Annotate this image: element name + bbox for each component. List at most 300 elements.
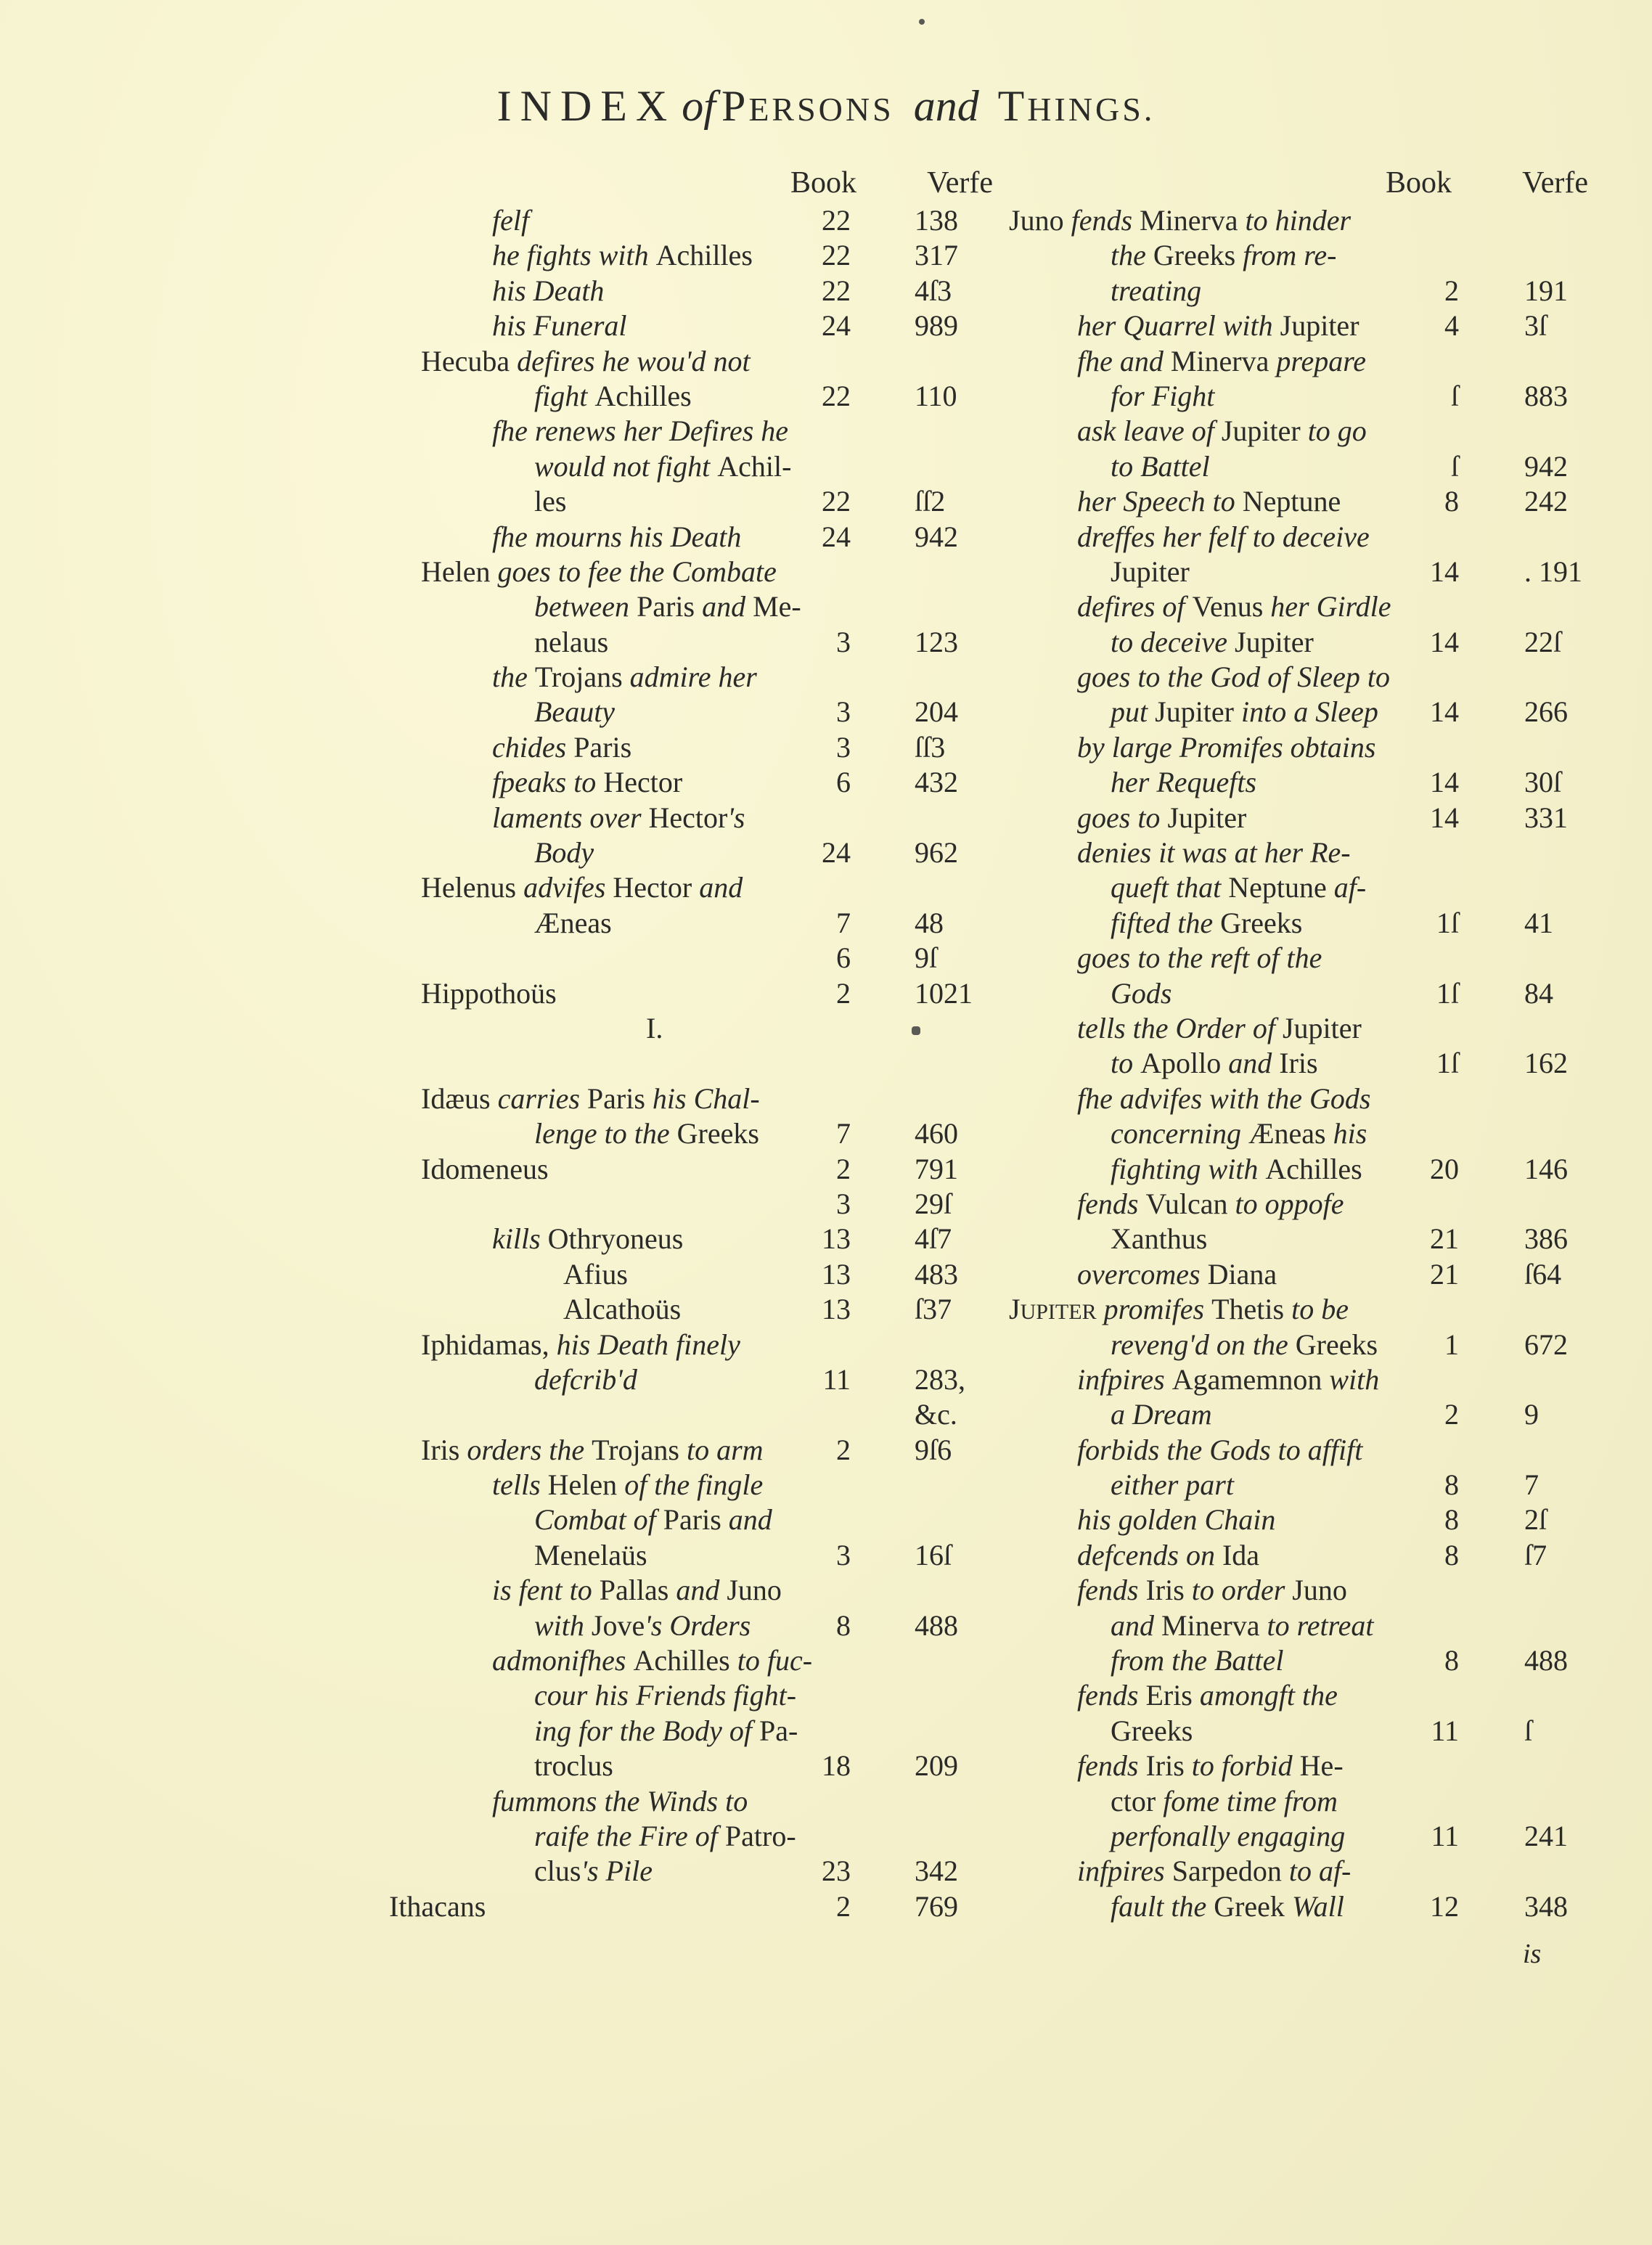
entry-text-segment: fight [534, 379, 595, 412]
entry-text-segment: a Dream [1111, 1398, 1212, 1431]
entry-text-segment: Achil- [717, 449, 792, 483]
entry-text-segment: defires of [1077, 590, 1193, 623]
index-entry-row [1002, 1187, 1582, 1222]
entry-text [563, 1292, 681, 1327]
index-entry-row [406, 1538, 987, 1573]
entry-text-segment: Hector [603, 766, 683, 799]
entry-text [534, 1608, 751, 1643]
book-number: 24 [822, 520, 851, 553]
verse-number: 4ſ7 [915, 1222, 952, 1256]
verse-number: 342 [915, 1855, 958, 1888]
entry-text-segment: Me- [753, 590, 801, 623]
verse-number: ſ64 [1524, 1257, 1562, 1291]
book-number: 3 [836, 1538, 851, 1571]
entry-text-segment: of the fingle [624, 1468, 764, 1502]
book-number: 4 [1444, 309, 1459, 343]
verse-number: 123 [915, 625, 958, 658]
verse-number: 386 [1524, 1222, 1568, 1256]
index-entry-row [1002, 730, 1582, 765]
entry-text [534, 1714, 798, 1749]
book-number: 2 [836, 1433, 851, 1466]
entry-text-segment: fhe and [1077, 344, 1171, 377]
verse-number: 162 [1524, 1047, 1568, 1080]
entry-text-segment: He- [1299, 1749, 1344, 1783]
verse-number: 460 [915, 1117, 958, 1150]
entry-text [421, 1328, 740, 1362]
book-number: 1 [1444, 1328, 1459, 1361]
entry-text-segment: Body [534, 836, 594, 870]
index-entry-row [1002, 625, 1582, 660]
verse-number: 989 [915, 309, 958, 343]
verse-number: 241 [1524, 1819, 1568, 1852]
book-number: 2 [836, 1152, 851, 1185]
book-heading: Book [790, 166, 856, 200]
verse-number: 432 [915, 766, 958, 799]
entry-text [534, 1749, 613, 1783]
entry-text-segment: Achilles [633, 1644, 737, 1677]
entry-text [1077, 1749, 1344, 1783]
index-entry-row [406, 695, 987, 729]
index-entry-row [1002, 555, 1582, 589]
entry-text [421, 976, 557, 1011]
entry-text-segment: Iris [1145, 1574, 1192, 1607]
entry-text-segment: Iris [421, 1433, 467, 1466]
entry-text-segment: Combat of [534, 1503, 663, 1537]
entry-text [1009, 1292, 1349, 1330]
entry-text-segment: goes to fee the Combate [497, 555, 777, 588]
entry-text-segment: Greeks [1295, 1328, 1378, 1361]
entry-text-segment: fends [1077, 1679, 1146, 1712]
index-entry-row [406, 1046, 987, 1081]
verse-number: 791 [915, 1152, 958, 1185]
book-number: 22 [822, 239, 851, 272]
entry-text [1111, 1714, 1193, 1749]
index-entry-row [1002, 870, 1582, 905]
verse-number: 942 [915, 520, 958, 553]
verse-number: 41 [1524, 906, 1553, 939]
entry-text-segment: to retreat [1267, 1608, 1374, 1642]
entry-text-segment: Iris [1145, 1749, 1192, 1783]
entry-text-segment: promifes [1096, 1293, 1212, 1326]
entry-text [1111, 1222, 1207, 1256]
verse-number: 942 [1524, 449, 1568, 483]
index-entry-row [1002, 414, 1582, 449]
index-entry-row [406, 1608, 987, 1643]
title-of: of [682, 82, 716, 130]
entry-text-segment: infpires [1077, 1855, 1172, 1888]
index-entry-row [406, 730, 987, 765]
entry-text [1077, 1573, 1347, 1608]
entry-text-segment: and [1228, 1047, 1280, 1080]
entry-text [492, 801, 745, 835]
entry-text [534, 1819, 796, 1854]
index-entry-row [1002, 1608, 1582, 1643]
index-entry-row [406, 238, 987, 273]
entry-text-segment: Jupiter [1280, 309, 1359, 343]
index-entry-row [1002, 1714, 1582, 1749]
entry-text-segment: to be [1291, 1293, 1349, 1326]
entry-text-segment: reveng'd on the [1111, 1328, 1296, 1361]
book-number: 11 [822, 1362, 851, 1396]
entry-text [1077, 1362, 1379, 1397]
entry-text-segment: Vulcan [1145, 1187, 1235, 1220]
verse-number: 48 [915, 906, 944, 939]
book-number: 11 [1431, 1714, 1459, 1747]
verse-number: 331 [1524, 801, 1568, 834]
entry-text-segment: perfonally engaging [1111, 1819, 1346, 1852]
book-number: 3 [836, 730, 851, 764]
entry-text-segment: to order [1191, 1574, 1293, 1607]
verse-number: 204 [915, 695, 958, 729]
entry-text-segment: fends [1077, 1574, 1146, 1607]
book-number: 14 [1430, 555, 1459, 588]
index-entry-row [406, 765, 987, 800]
index-entry-row [1002, 1749, 1582, 1783]
entry-text [1111, 625, 1314, 660]
verse-heading: Verfe [927, 166, 993, 200]
entry-text-segment: chides [492, 730, 574, 764]
entry-text-segment: fends [1077, 1749, 1146, 1783]
entry-text-segment: to fuc- [737, 1644, 813, 1677]
index-entry-row [406, 203, 987, 238]
entry-text [1077, 801, 1246, 835]
entry-text-segment: Jove [591, 1608, 645, 1642]
index-entry-row [406, 1749, 987, 1783]
entry-text [1111, 555, 1190, 589]
index-entry-row [1002, 695, 1582, 729]
entry-text [1111, 1152, 1362, 1187]
entry-text-segment: Neptune [1242, 485, 1341, 518]
index-entry-row [1002, 1081, 1582, 1116]
index-entry-row [406, 1714, 987, 1749]
entry-text-segment: his golden Chain [1077, 1503, 1276, 1537]
entry-text [1077, 660, 1390, 695]
index-entry-row [406, 1292, 987, 1327]
entry-text-segment: Thetis [1211, 1293, 1292, 1326]
index-entry-row [1002, 1152, 1582, 1187]
entry-text [1077, 1257, 1277, 1292]
book-number: ſ [1450, 449, 1459, 483]
entry-text [534, 449, 791, 484]
index-entry-row [406, 1362, 987, 1397]
entry-text-segment: fpeaks to [492, 766, 604, 799]
entry-text-segment: into a Sleep [1241, 695, 1378, 729]
index-entry-row [1002, 1468, 1582, 1502]
entry-text-segment: Hecuba [421, 344, 518, 377]
entry-text-segment: and [699, 871, 743, 904]
book-number: 21 [1430, 1222, 1459, 1256]
entry-text-segment: and [728, 1503, 772, 1537]
entry-text-segment: Pallas [599, 1574, 676, 1607]
entry-text-segment: with [534, 1608, 592, 1642]
verse-number: 488 [1524, 1644, 1568, 1677]
book-number: 14 [1430, 801, 1459, 834]
entry-text-segment: Jupiter [1235, 625, 1314, 658]
book-number: 20 [1430, 1152, 1459, 1185]
entry-text-segment: kills [492, 1222, 548, 1256]
entry-text-segment: Greeks [676, 1117, 759, 1150]
entry-text [1111, 1116, 1367, 1151]
entry-text [492, 660, 757, 695]
entry-text-segment: to af- [1288, 1855, 1352, 1888]
entry-text-segment: fends [1071, 204, 1140, 237]
index-entry-row [1002, 1784, 1582, 1819]
index-entry-row [1002, 203, 1582, 238]
index-entry-row [406, 1784, 987, 1819]
verse-number: 317 [915, 239, 958, 272]
book-heading: Book [1385, 166, 1452, 200]
index-entry-row [1002, 1046, 1582, 1081]
book-number: 7 [836, 906, 851, 939]
entry-text [1077, 1502, 1275, 1537]
verse-number: &c. [915, 1398, 957, 1431]
entry-text [1111, 1608, 1374, 1643]
entry-text [389, 1889, 486, 1924]
entry-text [421, 1433, 764, 1468]
book-number: 13 [822, 1222, 851, 1256]
entry-text-segment: from re- [1243, 239, 1337, 272]
entry-text-segment: overcomes [1077, 1257, 1208, 1291]
index-entry-row [1002, 1257, 1582, 1292]
entry-text-segment: defcends on [1077, 1538, 1222, 1571]
index-entry-row [1002, 801, 1582, 835]
entry-text-segment: for Fight [1111, 379, 1215, 412]
entry-text-segment: laments over [492, 801, 649, 834]
entry-text-segment: Paris [586, 1081, 653, 1115]
entry-text [534, 589, 801, 624]
index-entry-row [1002, 274, 1582, 308]
entry-text-segment: Juno [1292, 1574, 1347, 1607]
entry-text [1077, 1678, 1338, 1713]
entry-text-segment: fhe renews her Defires he [492, 414, 789, 448]
index-entry-row [406, 1011, 987, 1046]
book-number: 22 [822, 485, 851, 518]
entry-text-segment: Diana [1207, 1257, 1277, 1291]
entry-text-segment: to deceive [1111, 625, 1235, 658]
entry-text-segment: lenge to the [534, 1117, 677, 1150]
entry-text-segment: carries [497, 1081, 587, 1115]
entry-text-segment: by large Promifes obtains [1077, 730, 1376, 764]
entry-text [1111, 1468, 1234, 1502]
entry-text-segment: Ida [1222, 1538, 1260, 1571]
index-entry-row [1002, 1328, 1582, 1362]
verse-number: . 191 [1524, 555, 1582, 588]
entry-text-segment: Iphidamas, [421, 1328, 557, 1361]
entry-text [534, 1362, 637, 1397]
entry-text [421, 344, 751, 379]
entry-text-segment: would not fight [534, 449, 718, 483]
verse-number: ſ37 [915, 1293, 952, 1326]
entry-text [421, 870, 743, 905]
verse-number: 22ſ [1524, 625, 1562, 658]
entry-text-segment: goes to the God of Sleep to [1077, 661, 1391, 694]
index-entry-row [406, 1222, 987, 1256]
entry-text [492, 1573, 782, 1608]
verse-number: 7 [1524, 1468, 1539, 1502]
entry-text-segment: 's Pile [581, 1855, 653, 1888]
entry-text [1077, 1433, 1362, 1468]
entry-text-segment: to oppofe [1235, 1187, 1344, 1220]
entry-text [1111, 870, 1366, 905]
entry-text [534, 625, 608, 660]
entry-text [534, 906, 612, 941]
entry-text-segment: Venus [1192, 590, 1271, 623]
entry-text-segment: the [1111, 239, 1153, 272]
index-entry-row [406, 906, 987, 941]
entry-text [1111, 1046, 1318, 1081]
entry-text [1111, 1889, 1344, 1924]
title-persons: PERSONS [721, 82, 894, 130]
entry-text-segment: Helen [547, 1468, 625, 1502]
entry-text-segment: les [534, 485, 567, 518]
entry-text-segment: nelaus [534, 625, 609, 658]
index-entry-row [1002, 1573, 1582, 1608]
entry-text-segment: defcrib'd [534, 1362, 637, 1396]
book-number: 22 [822, 274, 851, 307]
right-entries [1002, 203, 1582, 1924]
entry-text [492, 238, 753, 273]
verse-number: 138 [915, 204, 958, 237]
entry-text-segment: Menelaüs [534, 1538, 647, 1571]
index-entry-row [406, 1257, 987, 1292]
book-number: ſ [1450, 379, 1459, 412]
index-entry-row [406, 1116, 987, 1151]
entry-text-segment: raife the Fire of [534, 1819, 725, 1852]
entry-text [534, 484, 566, 519]
entry-text-segment: Trojans [534, 661, 630, 694]
entry-text [1111, 1643, 1283, 1678]
entry-text [1077, 344, 1366, 379]
index-entry-row [1002, 1502, 1582, 1537]
entry-text-segment: his Death [492, 274, 605, 307]
entry-text [1111, 1784, 1338, 1819]
entry-text-segment: Paris [573, 730, 632, 764]
entry-text-segment: queft that [1111, 871, 1229, 904]
verse-number: 266 [1524, 695, 1568, 729]
verse-number: 769 [915, 1889, 958, 1923]
entry-text-segment: is fent to [492, 1574, 600, 1607]
entry-text [492, 1784, 748, 1819]
verse-number: 483 [915, 1257, 958, 1291]
book-number: 3 [836, 625, 851, 658]
index-entry-row [406, 1854, 987, 1889]
entry-text [1009, 203, 1351, 238]
entry-text [1077, 308, 1359, 343]
index-entry-row [406, 1468, 987, 1502]
entry-text-segment: to hinder [1245, 204, 1352, 237]
index-entry-row [1002, 520, 1582, 555]
entry-text-segment: Gods [1111, 976, 1172, 1010]
entry-text-segment: ctor [1111, 1784, 1164, 1817]
entry-text-segment: tells [492, 1468, 548, 1502]
verse-number: 16ſ [915, 1538, 952, 1571]
entry-text-segment: the [492, 661, 535, 694]
entry-text-segment: put [1111, 695, 1156, 729]
entry-text-segment: 's Orders [645, 1608, 751, 1642]
book-number: 6 [836, 941, 851, 975]
verse-number: 962 [915, 836, 958, 870]
index-entry-row [406, 555, 987, 589]
index-entry-row [406, 801, 987, 835]
book-number: 11 [1431, 1819, 1459, 1852]
book-number: 24 [822, 309, 851, 343]
entry-text-segment: Hector [648, 801, 728, 834]
index-entry-row [1002, 1292, 1582, 1327]
title-and: and [913, 82, 979, 130]
index-entry-row [1002, 1889, 1582, 1924]
entry-text-segment: fighting with [1111, 1152, 1266, 1185]
index-entry-row [406, 1573, 987, 1608]
index-entry-row [406, 589, 987, 624]
entry-text-segment: Juno [1009, 204, 1071, 237]
entry-text-segment: Xanthus [1111, 1222, 1208, 1256]
entry-text-segment: Achilles [594, 379, 692, 412]
entry-text-segment: Agamemnon [1171, 1362, 1330, 1396]
index-entry-row [1002, 308, 1582, 343]
entry-text-segment: Minerva [1161, 1608, 1267, 1642]
index-entry-row [406, 484, 987, 519]
index-entry-row [406, 1152, 987, 1187]
book-number: 14 [1430, 625, 1459, 658]
book-number: 24 [822, 836, 851, 870]
ink-speck [912, 1026, 920, 1035]
entry-text-segment: with [1329, 1362, 1380, 1396]
index-entry-row [1002, 976, 1582, 1011]
entry-text-segment: and [676, 1574, 727, 1607]
index-entry-row [1002, 484, 1582, 519]
entry-text [534, 695, 615, 729]
entry-text-segment: Wall [1291, 1889, 1344, 1923]
entry-text-segment: Minerva [1140, 204, 1246, 237]
verse-number: ſ7 [1524, 1538, 1547, 1571]
index-entry-row [406, 1081, 987, 1116]
entry-text [1111, 976, 1171, 1011]
entry-text-segment: 's [727, 801, 745, 834]
index-entry-row [406, 1678, 987, 1713]
index-entry-row [1002, 1538, 1582, 1573]
entry-text [1077, 520, 1370, 555]
verse-number: 2ſ [1524, 1503, 1547, 1537]
ink-speck [919, 19, 925, 25]
index-entry-row [1002, 1819, 1582, 1854]
entry-text-segment: Greek [1214, 1889, 1292, 1923]
entry-text-segment: fummons the Winds to [492, 1784, 748, 1817]
index-entry-row [1002, 449, 1582, 484]
entry-text [563, 1257, 628, 1292]
entry-text [492, 274, 604, 308]
index-entry-row [406, 1328, 987, 1362]
verse-number: 84 [1524, 976, 1553, 1010]
entry-text [646, 1011, 663, 1046]
entry-text-segment: to forbid [1191, 1749, 1300, 1783]
index-entry-row [1002, 835, 1582, 870]
entry-text [492, 765, 682, 800]
entry-text [534, 1502, 772, 1537]
entry-text-segment: and [702, 590, 753, 623]
title-index: INDEX [496, 82, 676, 130]
index-entry-row [406, 870, 987, 905]
index-entry-row [1002, 941, 1582, 976]
entry-text-segment: Ithacans [389, 1889, 486, 1923]
entry-text-segment: Paris [663, 1503, 729, 1537]
entry-text [534, 835, 594, 870]
index-entry-row [1002, 1222, 1582, 1256]
entry-text-segment: Jupiter [1221, 414, 1308, 448]
index-entry-row [406, 1819, 987, 1854]
entry-text [1111, 379, 1214, 414]
index-entry-row [1002, 906, 1582, 941]
book-number: 1ſ [1436, 906, 1459, 939]
